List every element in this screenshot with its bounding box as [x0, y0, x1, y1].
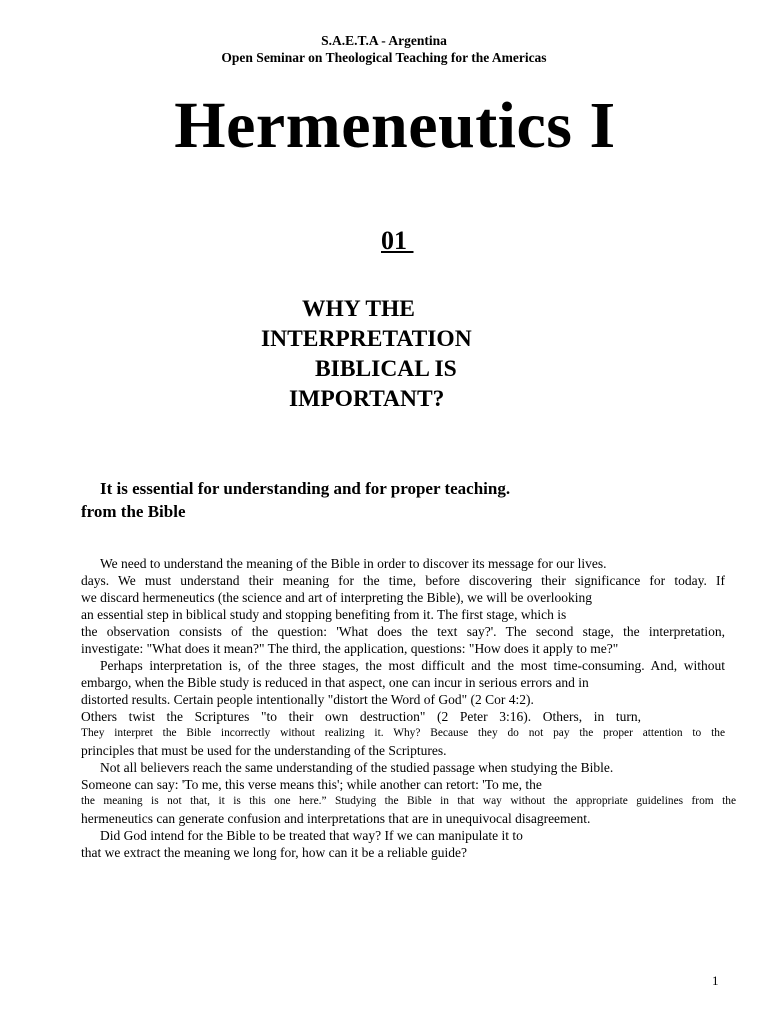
body-line: principles that must be used for the understanding of the Scriptures. [81, 743, 447, 758]
body-paragraphs [81, 555, 736, 861]
section-heading-line-2: INTERPRETATION [261, 326, 472, 352]
body-line: Did God intend for the Bible to be treated that way? If we can manipulate it to [100, 828, 523, 843]
body-line: Others twist the Scriptures "to their own destruction" (2 Peter 3:16). Others, in turn, [81, 709, 641, 724]
body-line: hermeneutics can generate confusion and interpretations that are in unequivocal disagreement. [81, 811, 591, 826]
section-heading-line-1: WHY THE [302, 296, 415, 322]
organization-name: S.A.E.T.A - Argentina [321, 33, 447, 48]
body-line: Not all believers reach the same understanding of the studied passage when studying the Bible. [100, 760, 614, 775]
body-line: Someone can say: 'To me, this verse means this'; while another can retort: 'To me, the [81, 777, 542, 792]
body-line: investigate: "What does it mean?" The third, the application, questions: "How does it apply to me?" [81, 641, 619, 656]
body-line: distorted results. Certain people intentionally "distort the Word of God" (2 Cor 4:2). [81, 692, 534, 707]
body-line: we discard hermeneutics (the science and art of interpreting the Bible), we will be overlooking [81, 590, 592, 605]
chapter-number: 01 [381, 226, 414, 255]
body-line: an essential step in biblical study and stopping benefiting from it. The first stage, which is [81, 607, 567, 622]
page-number: 1 [712, 973, 719, 988]
seminar-name: Open Seminar on Theological Teaching for the Americas [221, 50, 547, 65]
document-title: Hermeneutics I [174, 89, 616, 162]
body-line: We need to understand the meaning of the Bible in order to discover its message for our lives. [100, 556, 607, 571]
body-line: the meaning is not that, it is this one here.” Studying the Bible in that way without the appropriate guidelines from the [81, 795, 736, 807]
body-line: embargo, when the Bible study is reduced in that aspect, one can incur in serious errors and in [81, 675, 589, 690]
body-line: They interpret the Bible incorrectly without realizing it. Why? Because they do not pay the proper attention to the [81, 727, 725, 739]
body-line: Perhaps interpretation is, of the three stages, the most difficult and the most time-consuming. And, without [100, 658, 725, 673]
body-line: that we extract the meaning we long for, how can it be a reliable guide? [81, 845, 467, 860]
section-heading-line-4: IMPORTANT? [289, 386, 445, 412]
body-line: the observation consists of the question: 'What does the text say?'. The second stage, the interpretation, [81, 624, 725, 639]
subtitle-line-2: from the Bible [81, 502, 186, 521]
section-heading-line-3: BIBLICAL IS [315, 356, 457, 382]
body-line: days. We must understand their meaning for the time, before discovering their significance for today. If [81, 573, 725, 588]
subtitle-line-1: It is essential for understanding and for proper teaching. [100, 479, 511, 498]
document-header [0, 32, 768, 66]
